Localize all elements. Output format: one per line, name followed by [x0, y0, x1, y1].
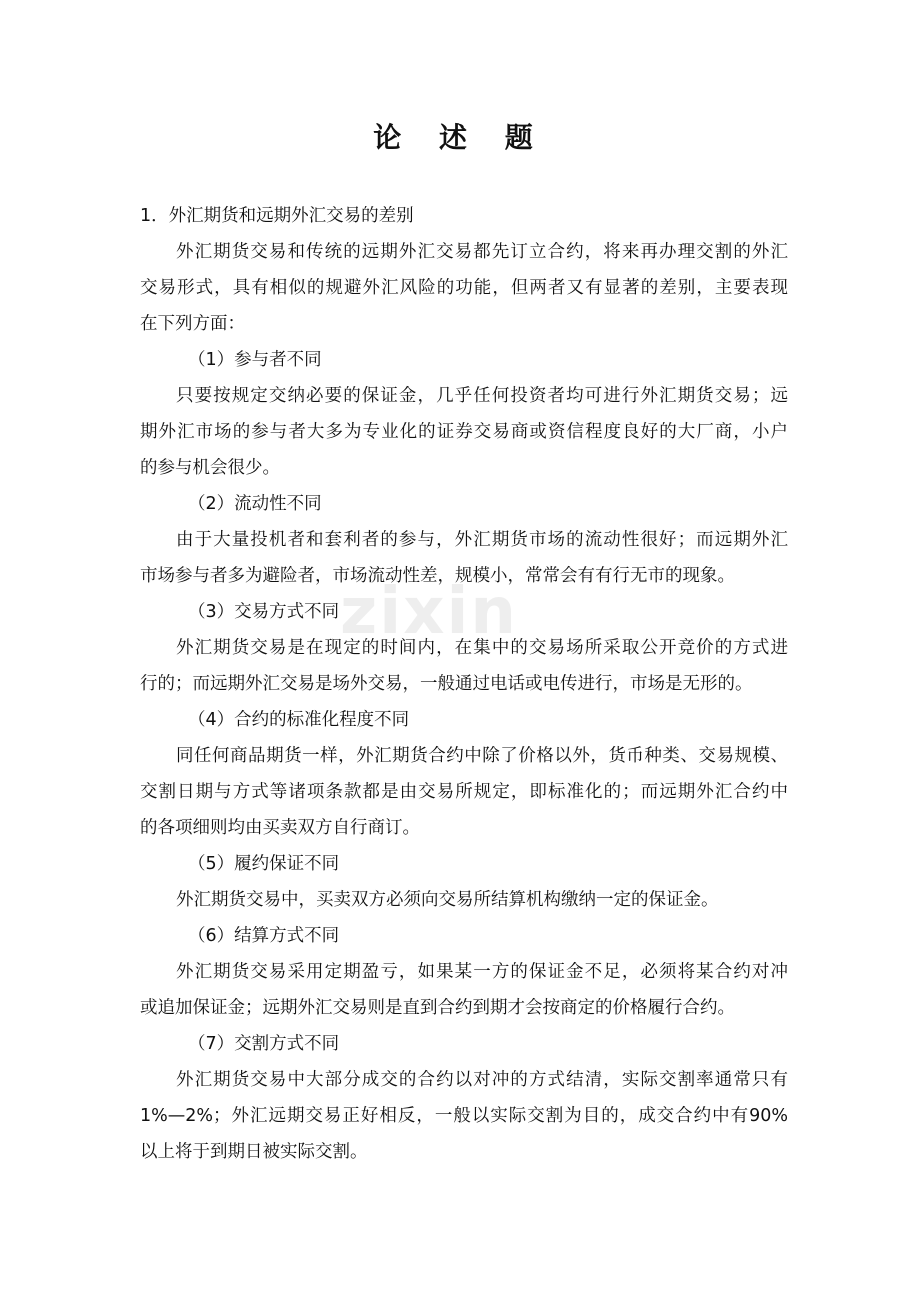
text-line: 以上将于到期日被实际交割。: [140, 1142, 368, 1162]
text-line: 只要按规定交纳必要的保证金，几乎任何投资者均可进行外汇期货交易；远: [176, 386, 788, 406]
watermark: zixin: [340, 575, 518, 649]
text-line: 同任何商品期货一样，外汇期货合约中除了价格以外，货币种类、交易规模、: [176, 746, 788, 766]
text-line: 交易形式，具有相似的规避外汇风险的功能，但两者又有显著的差别，主要表现: [140, 278, 788, 298]
section-heading-line: （4）合约的标准化程度不同: [188, 710, 410, 730]
text-line: 1．外汇期货和远期外汇交易的差别: [140, 206, 414, 226]
text-line: 在下列方面：: [140, 314, 245, 334]
section-heading-line: （2）流动性不同: [188, 494, 322, 514]
section-heading-line: （1）参与者不同: [188, 350, 322, 370]
text-line: 外汇期货交易采用定期盈亏，如果某一方的保证金不足，必须将某合约对冲: [176, 962, 788, 982]
page-title: 论 述 题: [373, 121, 547, 154]
section-heading-line: （6）结算方式不同: [188, 926, 340, 946]
text-line: 或追加保证金；远期外汇交易则是直到合约到期才会按商定的价格履行合约。: [140, 998, 735, 1018]
text-line: 由于大量投机者和套利者的参与，外汇期货市场的流动性很好；而远期外汇: [176, 530, 788, 550]
document-body: [140, 198, 788, 1170]
text-line: 外汇期货交易和传统的远期外汇交易都先订立合约，将来再办理交割的外汇: [176, 242, 788, 262]
text-line: 期外汇市场的参与者大多为专业化的证券交易商或资信程度良好的大厂商，小户: [140, 422, 788, 442]
text-line: 的各项细则均由买卖双方自行商订。: [140, 818, 420, 838]
text-line: 行的；而远期外汇交易是场外交易，一般通过电话或电传进行，市场是无形的。: [140, 674, 753, 694]
text-line: 1%—2%；外汇远期交易正好相反，一般以实际交割为目的，成交合约中有90%: [140, 1106, 788, 1126]
section-heading-line: （7）交割方式不同: [188, 1034, 340, 1054]
text-line: 外汇期货交易中，买卖双方必须向交易所结算机构缴纳一定的保证金。: [176, 890, 719, 910]
text-line: 交割日期与方式等诸项条款都是由交易所规定，即标准化的；而远期外汇合约中: [140, 782, 788, 802]
text-line: 外汇期货交易是在现定的时间内，在集中的交易场所采取公开竞价的方式进: [176, 638, 788, 658]
text-line: 的参与机会很少。: [140, 458, 280, 478]
text-line: 外汇期货交易中大部分成交的合约以对冲的方式结清，实际交割率通常只有: [176, 1070, 788, 1090]
section-heading-line: （5）履约保证不同: [188, 854, 340, 874]
text-line: 市场参与者多为避险者，市场流动性差，规模小，常常会有有行无市的现象。: [140, 566, 735, 586]
section-heading-line: （3）交易方式不同: [188, 602, 340, 622]
